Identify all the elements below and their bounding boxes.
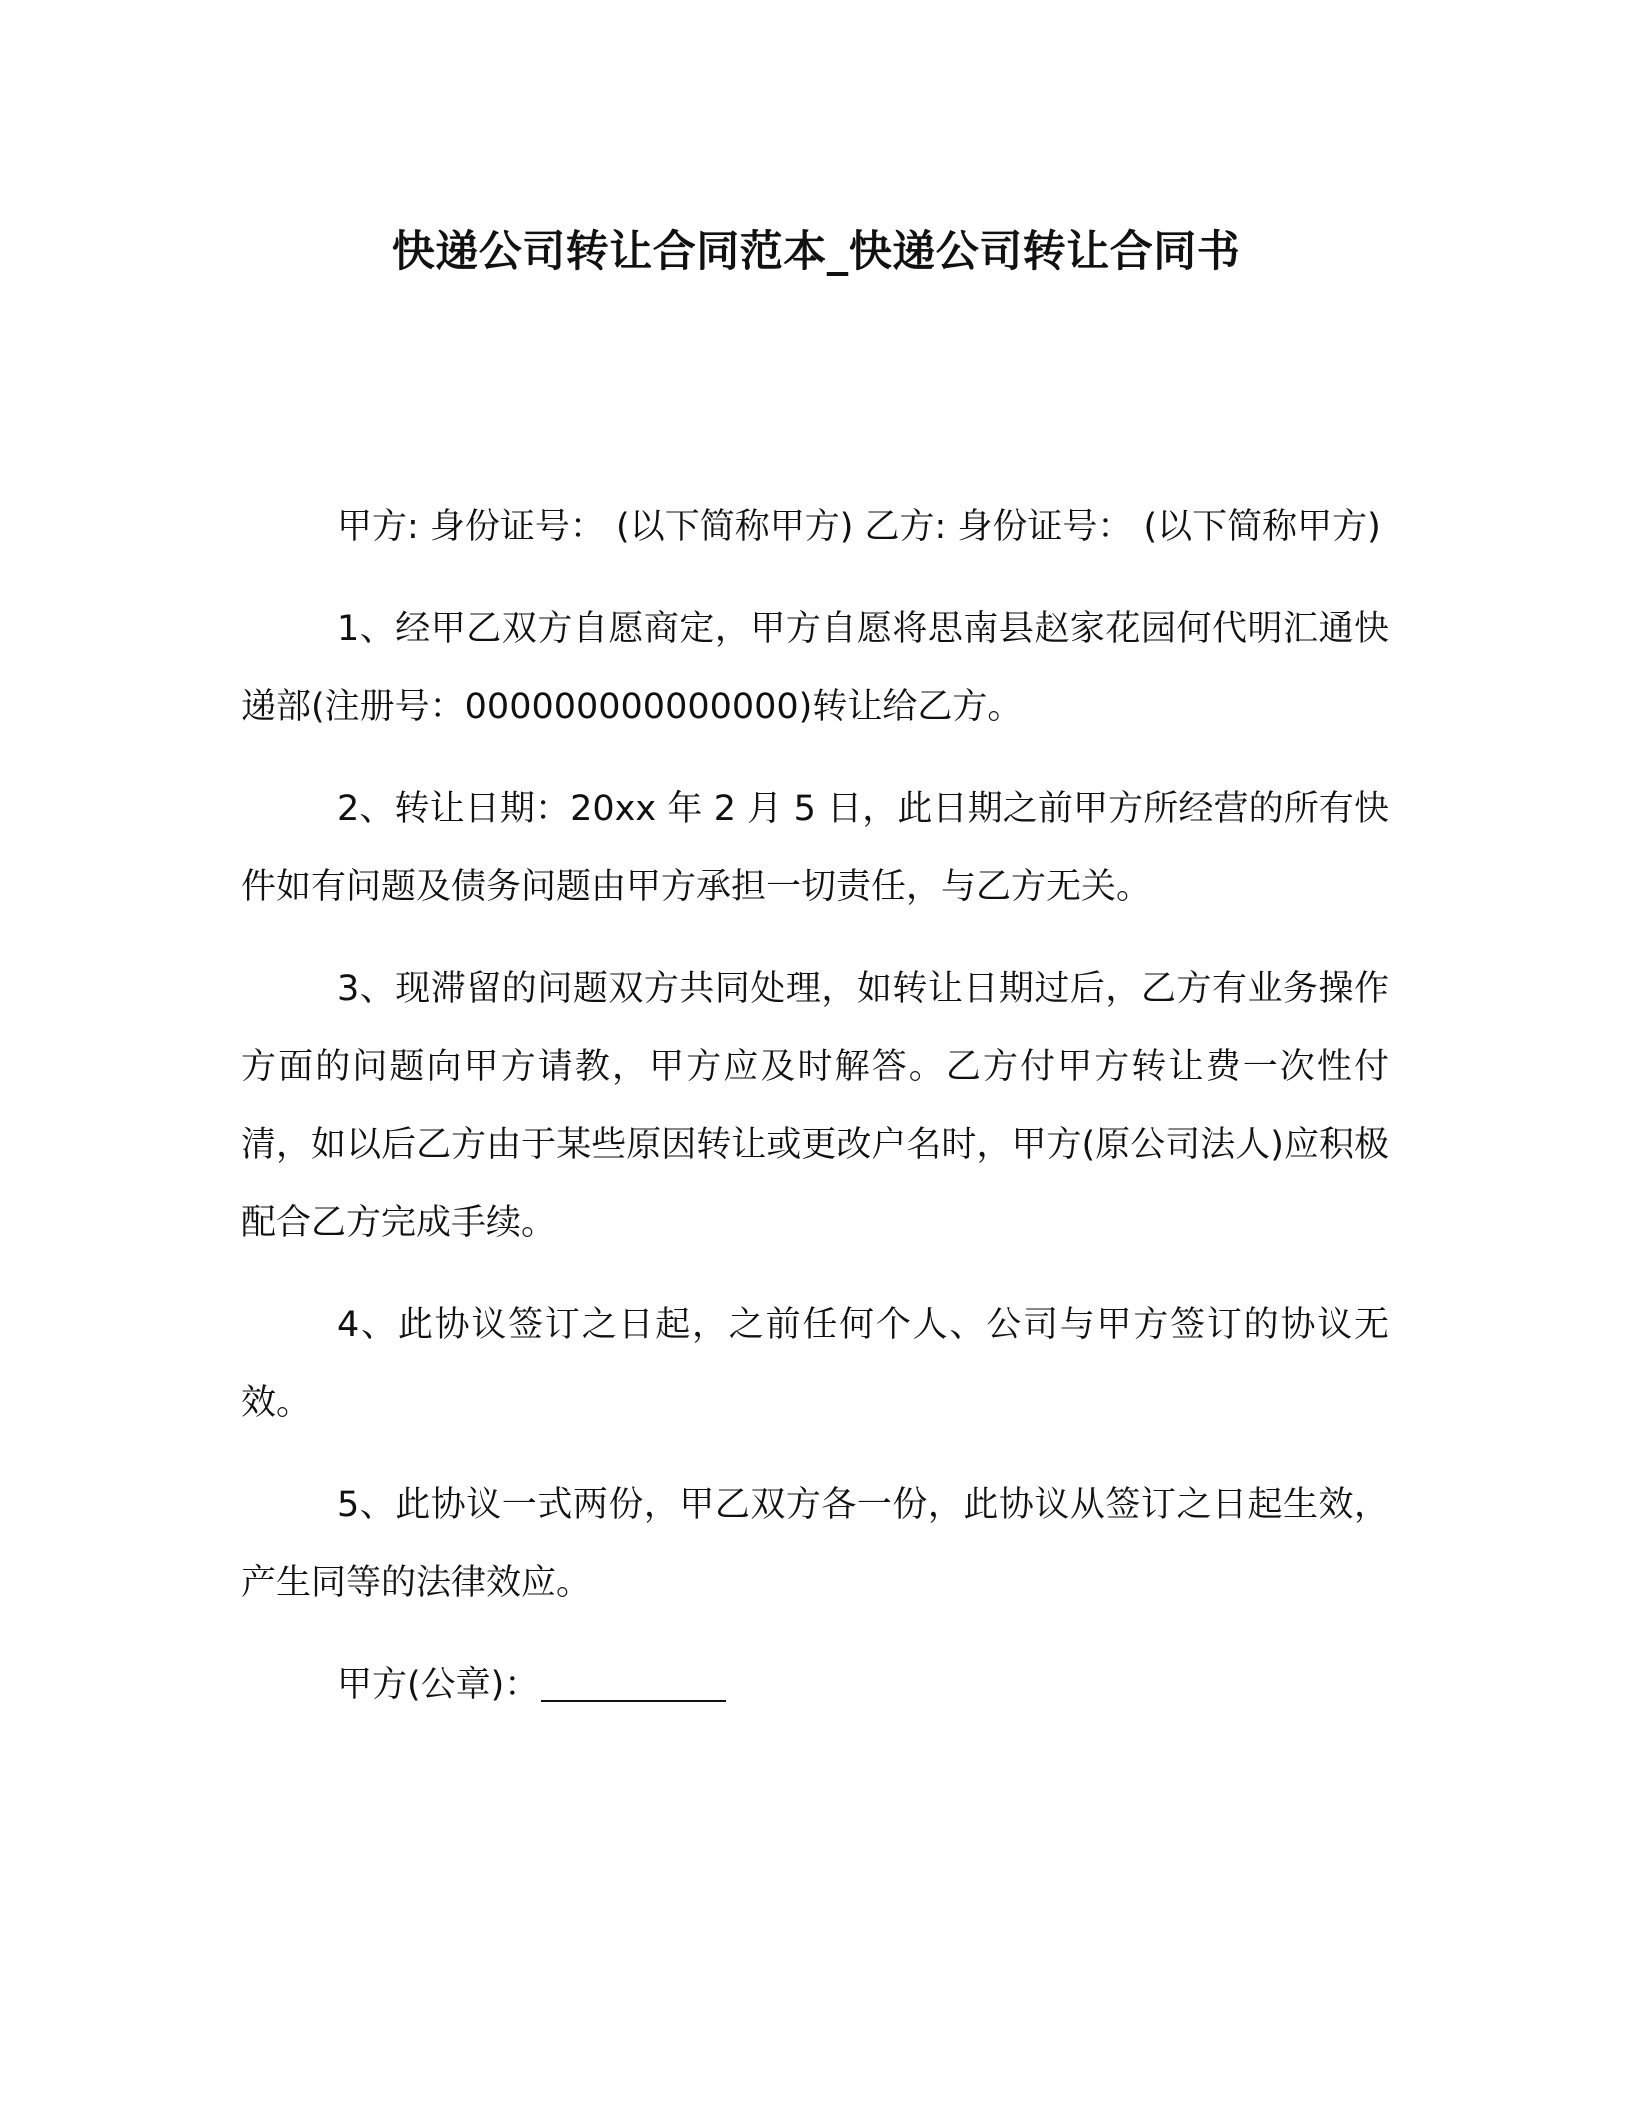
- signature-label: 甲方(公章)：: [337, 1665, 540, 1705]
- clause-2: 2、转让日期：20xx 年 2 月 5 日，此日期之前甲方所经营的所有快件如有问题及债务问题由甲方承担一切责任，与乙方无关。: [241, 789, 1389, 907]
- clause-3: 3、现滞留的问题双方共同处理，如转让日期过后，乙方有业务操作方面的问题向甲方请教，甲方应及时解答。乙方付甲方转让费一次性付清，如以后乙方由于某些原因转让或更改户名时，甲方(原公司法人)应积极配合乙方完成手续。: [241, 969, 1389, 1243]
- signature-line: [241, 1646, 1389, 1724]
- clause-1: 1、经甲乙双方自愿商定，甲方自愿将思南县赵家花园何代明汇通快递部(注册号：000000000000000)转让给乙方。: [241, 609, 1389, 727]
- document-body: [241, 488, 1389, 1748]
- document-title: 快递公司转让合同范本_快递公司转让合同书: [391, 227, 1241, 277]
- parties-paragraph: 甲方: 身份证号： (以下简称甲方) 乙方: 身份证号： (以下简称甲方): [337, 507, 1381, 547]
- signature-blank: [541, 1700, 726, 1702]
- clause-5: 5、此协议一式两份，甲乙双方各一份，此协议从签订之日起生效，产生同等的法律效应。: [241, 1485, 1389, 1603]
- clause-4: 4、此协议签订之日起，之前任何个人、公司与甲方签订的协议无效。: [241, 1305, 1389, 1423]
